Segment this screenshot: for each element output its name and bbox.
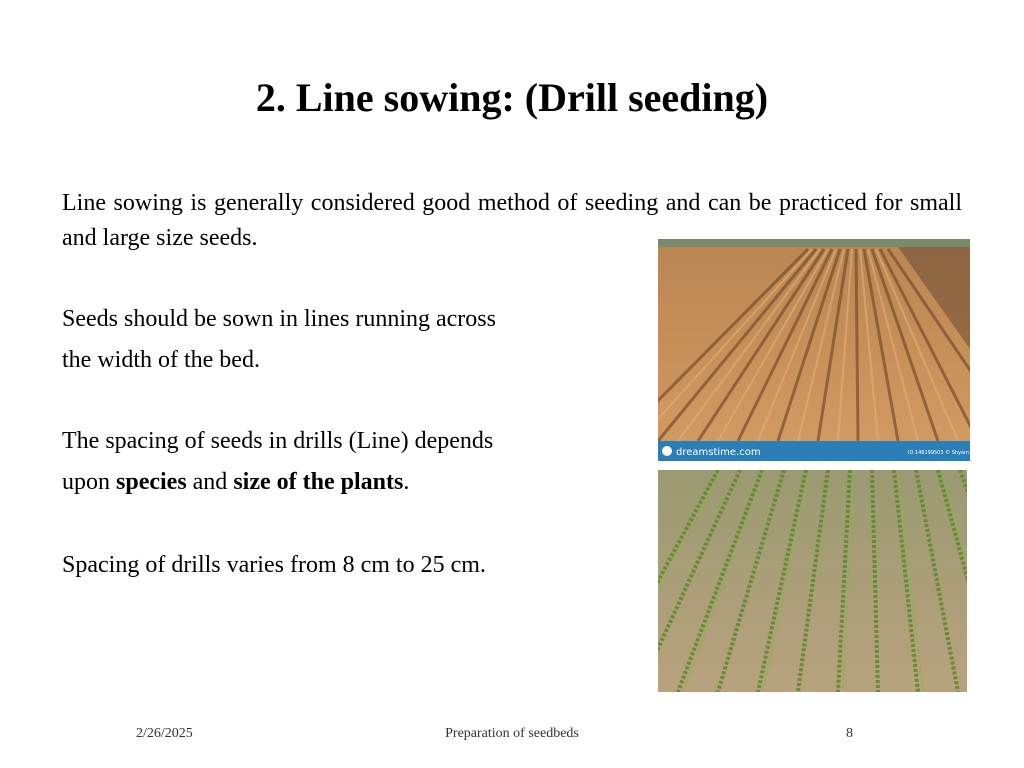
paragraph-spacing-prefix: upon xyxy=(62,469,116,495)
watermark-text: dreamstime.com xyxy=(676,447,761,458)
paragraph-spacing-mid: and xyxy=(186,469,234,495)
watermark-id: ID 148199503 © Shyam xyxy=(908,450,969,456)
footer-title: Preparation of seedbeds xyxy=(445,726,579,741)
horizon-strip xyxy=(658,239,970,247)
paragraph-drill-spacing: Spacing of drills varies from 8 cm to 25 cm. xyxy=(62,552,486,578)
seedling-rows-photo xyxy=(658,470,967,692)
furrowed-field-photo xyxy=(658,239,970,461)
footer-date: 2/26/2025 xyxy=(136,726,193,741)
paragraph-spacing-line1: The spacing of seeds in drills (Line) depends xyxy=(62,428,494,454)
keyword-size-of-plants: size of the plants xyxy=(233,469,404,495)
paragraph-spacing-suffix: . xyxy=(403,469,410,495)
paragraph-sow-lines-line2: the width of the bed. xyxy=(62,347,260,373)
intro-paragraph: Line sowing is generally considered good method of seeding and can be practiced for small and large size seeds. xyxy=(62,190,962,251)
footer-page-number: 8 xyxy=(846,726,853,741)
seedling-rows-illustration xyxy=(658,470,967,692)
paragraph-sow-lines xyxy=(62,299,602,381)
paragraph-spacing xyxy=(62,421,602,503)
paragraph-sow-lines-line1: Seeds should be sown in lines running across xyxy=(62,306,496,332)
watermark-logo-icon xyxy=(662,446,672,456)
furrowed-field-illustration xyxy=(658,239,970,461)
slide-title: 2. Line sowing: (Drill seeding) xyxy=(255,75,769,120)
keyword-species: species xyxy=(116,469,187,495)
